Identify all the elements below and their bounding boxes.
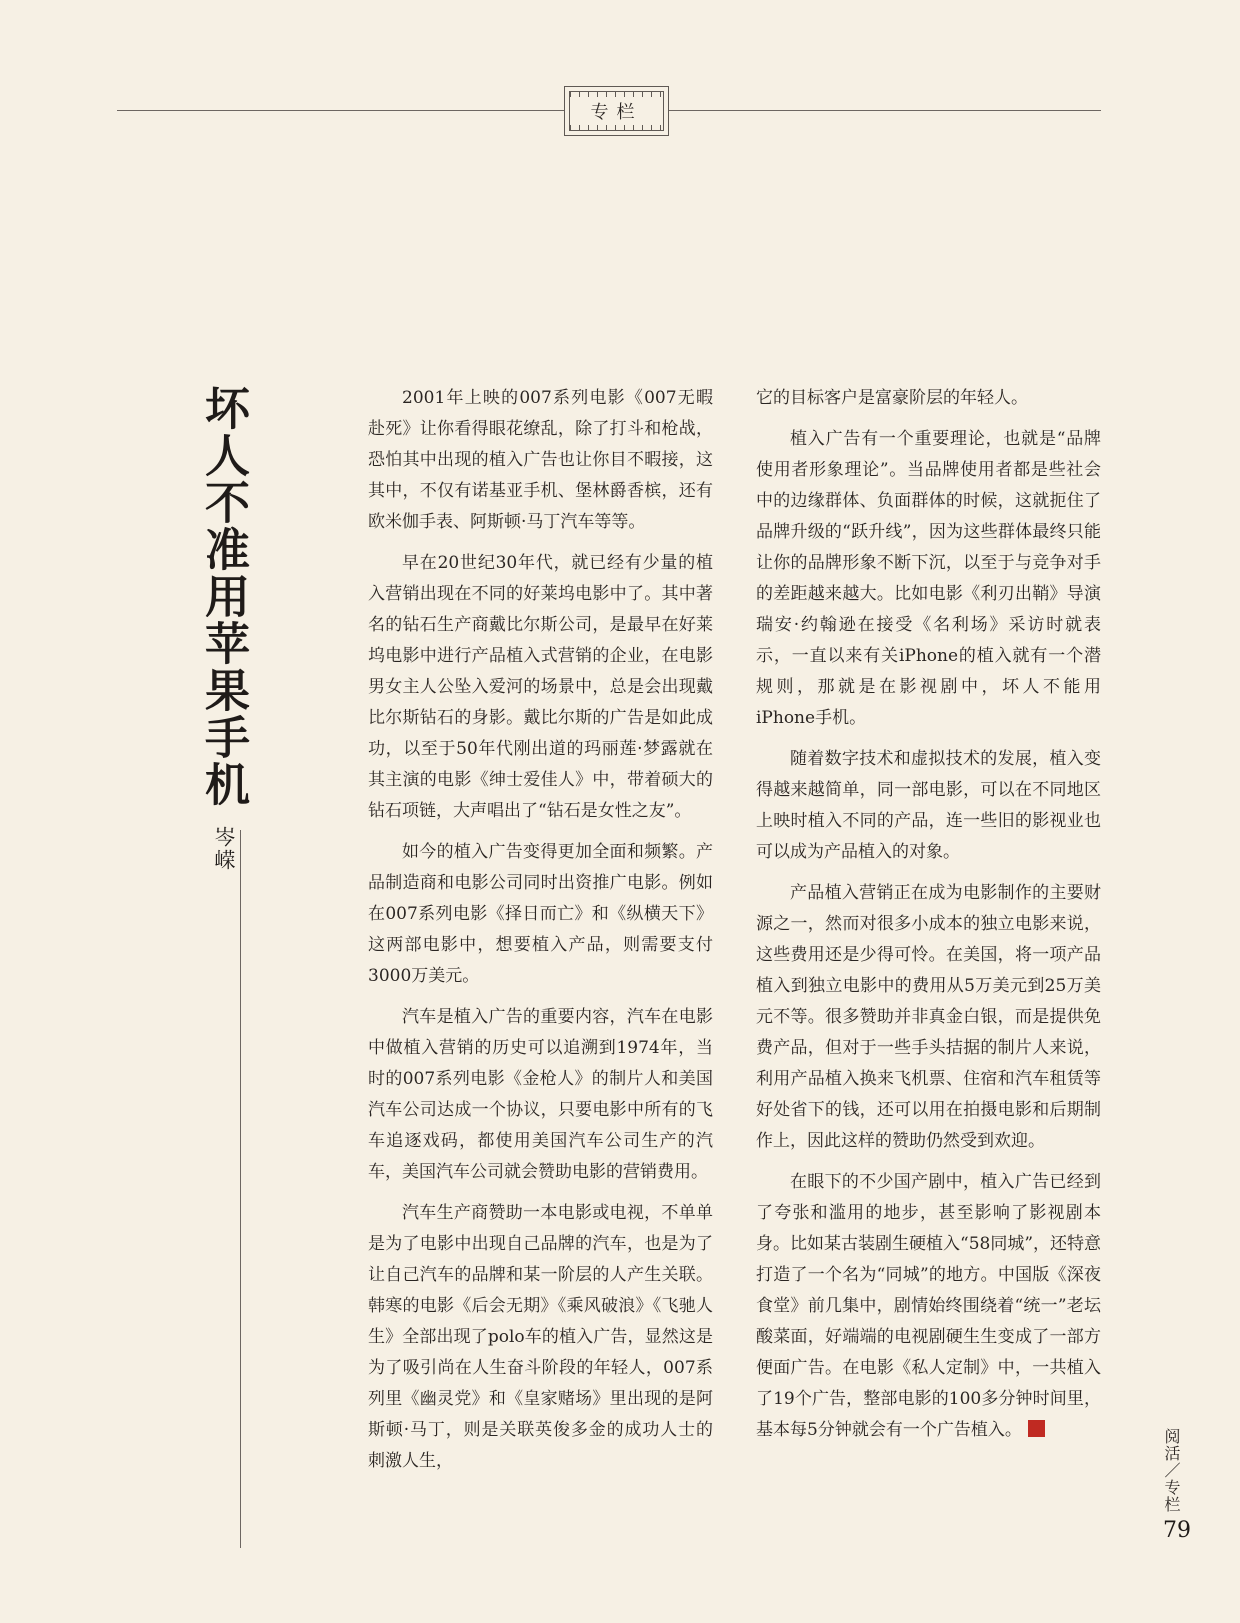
paragraph: 2001年上映的007系列电影《007无暇赴死》让你看得眼花缭乱，除了打斗和枪战，恐怕其中出现的植入广告也让你目不暇接，这其中，不仅有诺基亚手机、堡林爵香槟，还有欧米伽手表、阿斯顿·马丁汽车等等。 (368, 388, 713, 532)
body-column-1 (368, 383, 713, 1487)
paragraph: 汽车是植入广告的重要内容，汽车在电影中做植入营销的历史可以追溯到1974年，当时的007系列电影《金枪人》的制片人和美国汽车公司达成一个协议，只要电影中所有的飞车追逐戏码，都使用美国汽车公司生产的汽车，美国汽车公司就会赞助电影的营销费用。 (368, 1007, 713, 1182)
header-rule-right (669, 110, 1101, 111)
author-name: 岑嵘 (212, 826, 236, 872)
paragraph: 如今的植入广告变得更加全面和频繁。产品制造商和电影公司同时出资推广电影。例如在007系列电影《择日而亡》和《纵横天下》这两部电影中，想要植入产品，则需要支付3000万美元。 (368, 842, 713, 986)
header-rule-left (117, 110, 564, 111)
paragraph: 产品植入营销正在成为电影制作的主要财源之一，然而对很多小成本的独立电影来说，这些费用还是少得可怜。在美国，将一项产品植入到独立电影中的费用从5万美元到25万美元不等。很多赞助并非真金白银，而是提供免费产品，但对于一些手头拮据的制片人来说，利用产品植入换来飞机票、住宿和汽车租赁等好处省下的钱，还可以用在拍摄电影和后期制作上，因此这样的赞助仍然受到欢迎。 (756, 883, 1101, 1151)
paragraph: 随着数字技术和虚拟技术的发展，植入变得越来越简单，同一部电影，可以在不同地区上映时植入不同的产品，连一些旧的影视业也可以成为产品植入的对象。 (756, 749, 1101, 862)
paragraph-last (756, 1167, 1101, 1446)
page-number: 79 (1163, 1518, 1191, 1543)
paragraph: 汽车生产商赞助一本电影或电视，不单单是为了电影中出现自己品牌的汽车，也是为了让自己汽车的品牌和某一阶层的人产生关联。韩寒的电影《后会无期》《乘风破浪》《飞驰人生》全部出现了polo车的植入广告，显然这是为了吸引尚在人生奋斗阶段的年轻人，007系列里《幽灵党》和《皇家赌场》里出现的是阿斯顿·马丁，则是关联英俊多金的成功人士的刺激人生， (368, 1203, 713, 1471)
paragraph: 早在20世纪30年代，就已经有少量的植入营销出现在不同的好莱坞电影中了。其中著名的钻石生产商戴比尔斯公司，是最早在好莱坞电影中进行产品植入式营销的企业，在电影男女主人公坠入爱河的场景中，总是会出现戴比尔斯钻石的身影。戴比尔斯的广告是如此成功，以至于50年代刚出道的玛丽莲·梦露就在其主演的电影《绅士爱佳人》中，带着硕大的钻石项链，大声唱出了“钻石是女性之友”。 (368, 553, 713, 821)
section-tag-label: 专栏 (587, 98, 647, 124)
section-tag (564, 86, 669, 136)
author-divider (240, 830, 241, 1548)
end-mark-icon (1028, 1420, 1045, 1437)
footer-section-label: 阅活／专栏 (1162, 1428, 1181, 1513)
article-title: 坏人不准用苹果手机 (197, 385, 250, 808)
body-column-2 (756, 383, 1101, 1456)
paragraph-text: 在眼下的不少国产剧中，植入广告已经到了夸张和滥用的地步，甚至影响了影视剧本身。比如某古装剧生硬植入“58同城”，还特意打造了一个名为“同城”的地方。中国版《深夜食堂》前几集中，剧情始终围绕着“统一”老坛酸菜面，好端端的电视剧硬生生变成了一部方便面广告。在电影《私人定制》中，一共植入了19个广告，整部电影的100多分钟时间里，基本每5分钟就会有一个广告植入。 (756, 1172, 1102, 1440)
paragraph: 植入广告有一个重要理论，也就是“品牌使用者形象理论”。当品牌使用者都是些社会中的边缘群体、负面群体的时候，这就扼住了品牌升级的“跃升线”，因为这些群体最终只能让你的品牌形象不断下沉，以至于与竞争对手的差距越来越大。比如电影《利刃出鞘》导演瑞安·约翰逊在接受《名利场》采访时就表示，一直以来有关iPhone的植入就有一个潜规则，那就是在影视剧中，坏人不能用iPhone手机。 (756, 429, 1101, 728)
paragraph-continued: 它的目标客户是富豪阶层的年轻人。 (756, 388, 1028, 408)
